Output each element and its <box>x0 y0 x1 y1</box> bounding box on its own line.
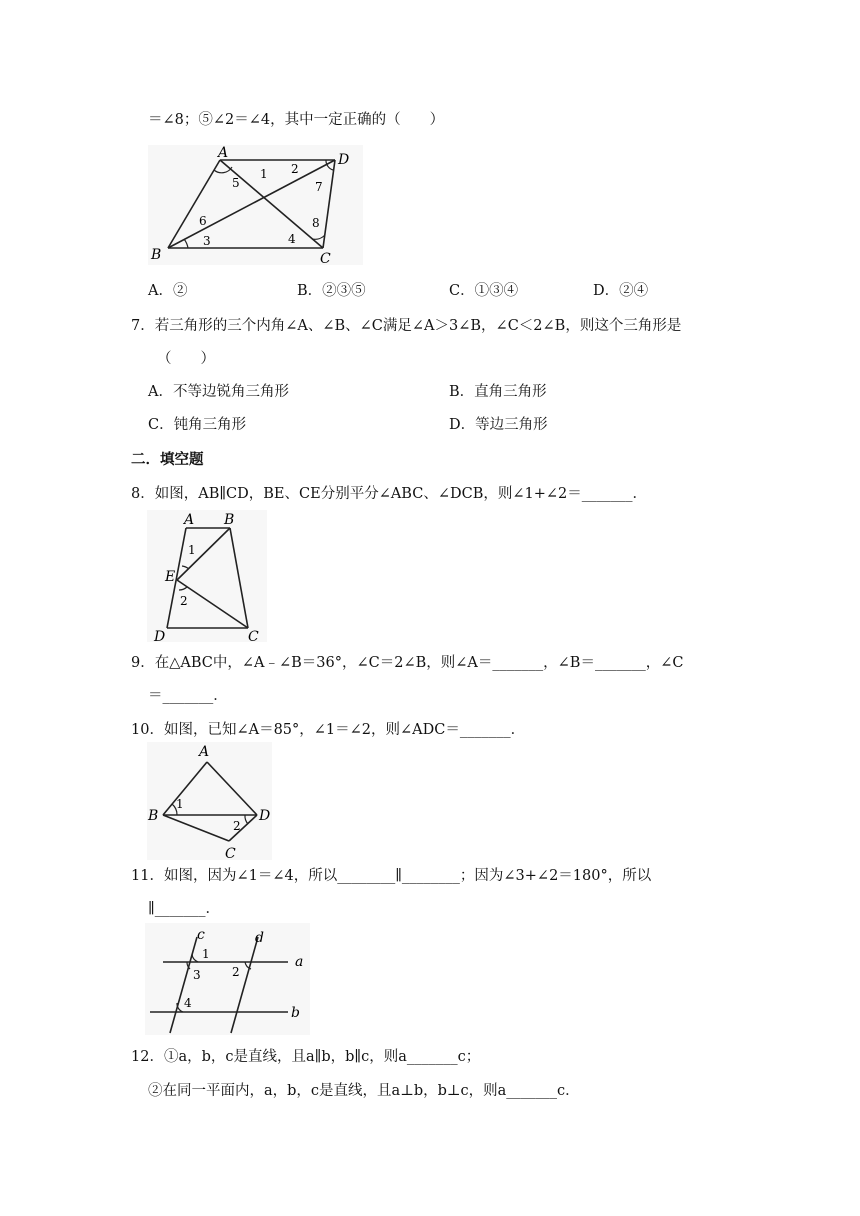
q6-angle-2: 2 <box>291 162 299 176</box>
q11-angle-3: 3 <box>193 968 201 982</box>
q7-option-c: C．钝角三角形 <box>148 417 247 433</box>
q6-label-a: A <box>218 145 229 161</box>
q6-angle-8: 8 <box>312 216 320 230</box>
q6-label-c: C <box>320 251 331 267</box>
q7-stem-cont: （ ） <box>157 351 215 367</box>
q11-angle-4: 4 <box>184 996 192 1010</box>
q8-stem: 8．如图，AB∥CD，BE、CE分别平分∠ABC、∠DCB，则∠1+∠2＝_______． <box>131 486 648 502</box>
q10-stem: 10．如图，已知∠A＝85°，∠1＝∠2，则∠ADC＝_______． <box>131 722 526 738</box>
q7-stem: 7．若三角形的三个内角∠A、∠B、∠C满足∠A＞3∠B，∠C＜2∠B，则这个三角形是 <box>131 318 682 334</box>
q10-label-d: D <box>259 808 271 824</box>
q6-angle-4: 4 <box>288 232 296 246</box>
q8-angle-2: 2 <box>180 594 188 608</box>
q6-figure <box>148 145 363 270</box>
q11-label-b: b <box>291 1005 300 1021</box>
q6-stem-tail: ＝∠8；⑤∠2＝∠4，其中一定正确的（ ） <box>148 112 445 128</box>
q11-figure-bg <box>145 923 310 1035</box>
q10-label-c: C <box>225 846 236 862</box>
q6-angle-6: 6 <box>199 214 207 228</box>
q11-stem: 11．如图，因为∠1＝∠4，所以________∥________；因为∠3+∠2＝180°，所以 <box>131 868 652 884</box>
q7-option-a: A．不等边锐角三角形 <box>148 384 289 400</box>
q11-label-a: a <box>295 954 304 970</box>
q6-angle-1: 1 <box>260 167 268 181</box>
q11-label-d: d <box>255 930 264 946</box>
q7-option-d: D．等边三角形 <box>449 417 548 433</box>
q10-figure <box>147 742 272 862</box>
q10-angle-2: 2 <box>233 819 241 833</box>
q7-option-b: B．直角三角形 <box>449 384 547 400</box>
q6-angle-5: 5 <box>232 176 240 190</box>
q8-label-e: E <box>165 569 176 585</box>
q11-stem-cont: ∥_______． <box>148 901 220 917</box>
q9-stem: 9．在△ABC中，∠A﹣∠B＝36°，∠C＝2∠B，则∠A＝_______，∠B＝_______，∠C <box>131 655 684 671</box>
q8-label-a: A <box>184 512 195 528</box>
q9-stem-cont: ＝_______． <box>148 688 228 704</box>
q10-label-a: A <box>199 744 210 760</box>
q8-label-b: B <box>224 512 235 528</box>
q10-angle-1: 1 <box>176 797 184 811</box>
q11-angle-1: 1 <box>202 947 210 961</box>
q12-line-2: ②在同一平面内，a，b，c是直线，且a⊥b，b⊥c，则a_______c． <box>148 1083 580 1099</box>
q11-angle-2: 2 <box>232 965 240 979</box>
q6-angle-3: 3 <box>203 234 211 248</box>
q6-label-d: D <box>338 152 350 168</box>
q8-label-d: D <box>154 629 166 645</box>
q6-angle-7: 7 <box>315 180 323 194</box>
q8-angle-1: 1 <box>188 543 196 557</box>
section-title-fill-in: 二．填空题 <box>131 452 204 468</box>
q6-option-a: A．② <box>148 283 188 299</box>
q8-label-c: C <box>248 629 259 645</box>
q6-option-d: D．②④ <box>593 283 649 299</box>
q10-figure-bg <box>147 742 272 860</box>
q8-figure <box>147 510 267 645</box>
q10-label-b: B <box>148 808 159 824</box>
q11-label-c: c <box>197 927 205 943</box>
q6-label-b: B <box>151 247 162 263</box>
q11-figure <box>145 923 310 1038</box>
q12-line-1: 12．①a，b，c是直线，且a∥b，b∥c，则a_______c； <box>131 1049 481 1065</box>
q6-option-b: B．②③⑤ <box>297 283 366 299</box>
q6-option-c: C．①③④ <box>449 283 519 299</box>
